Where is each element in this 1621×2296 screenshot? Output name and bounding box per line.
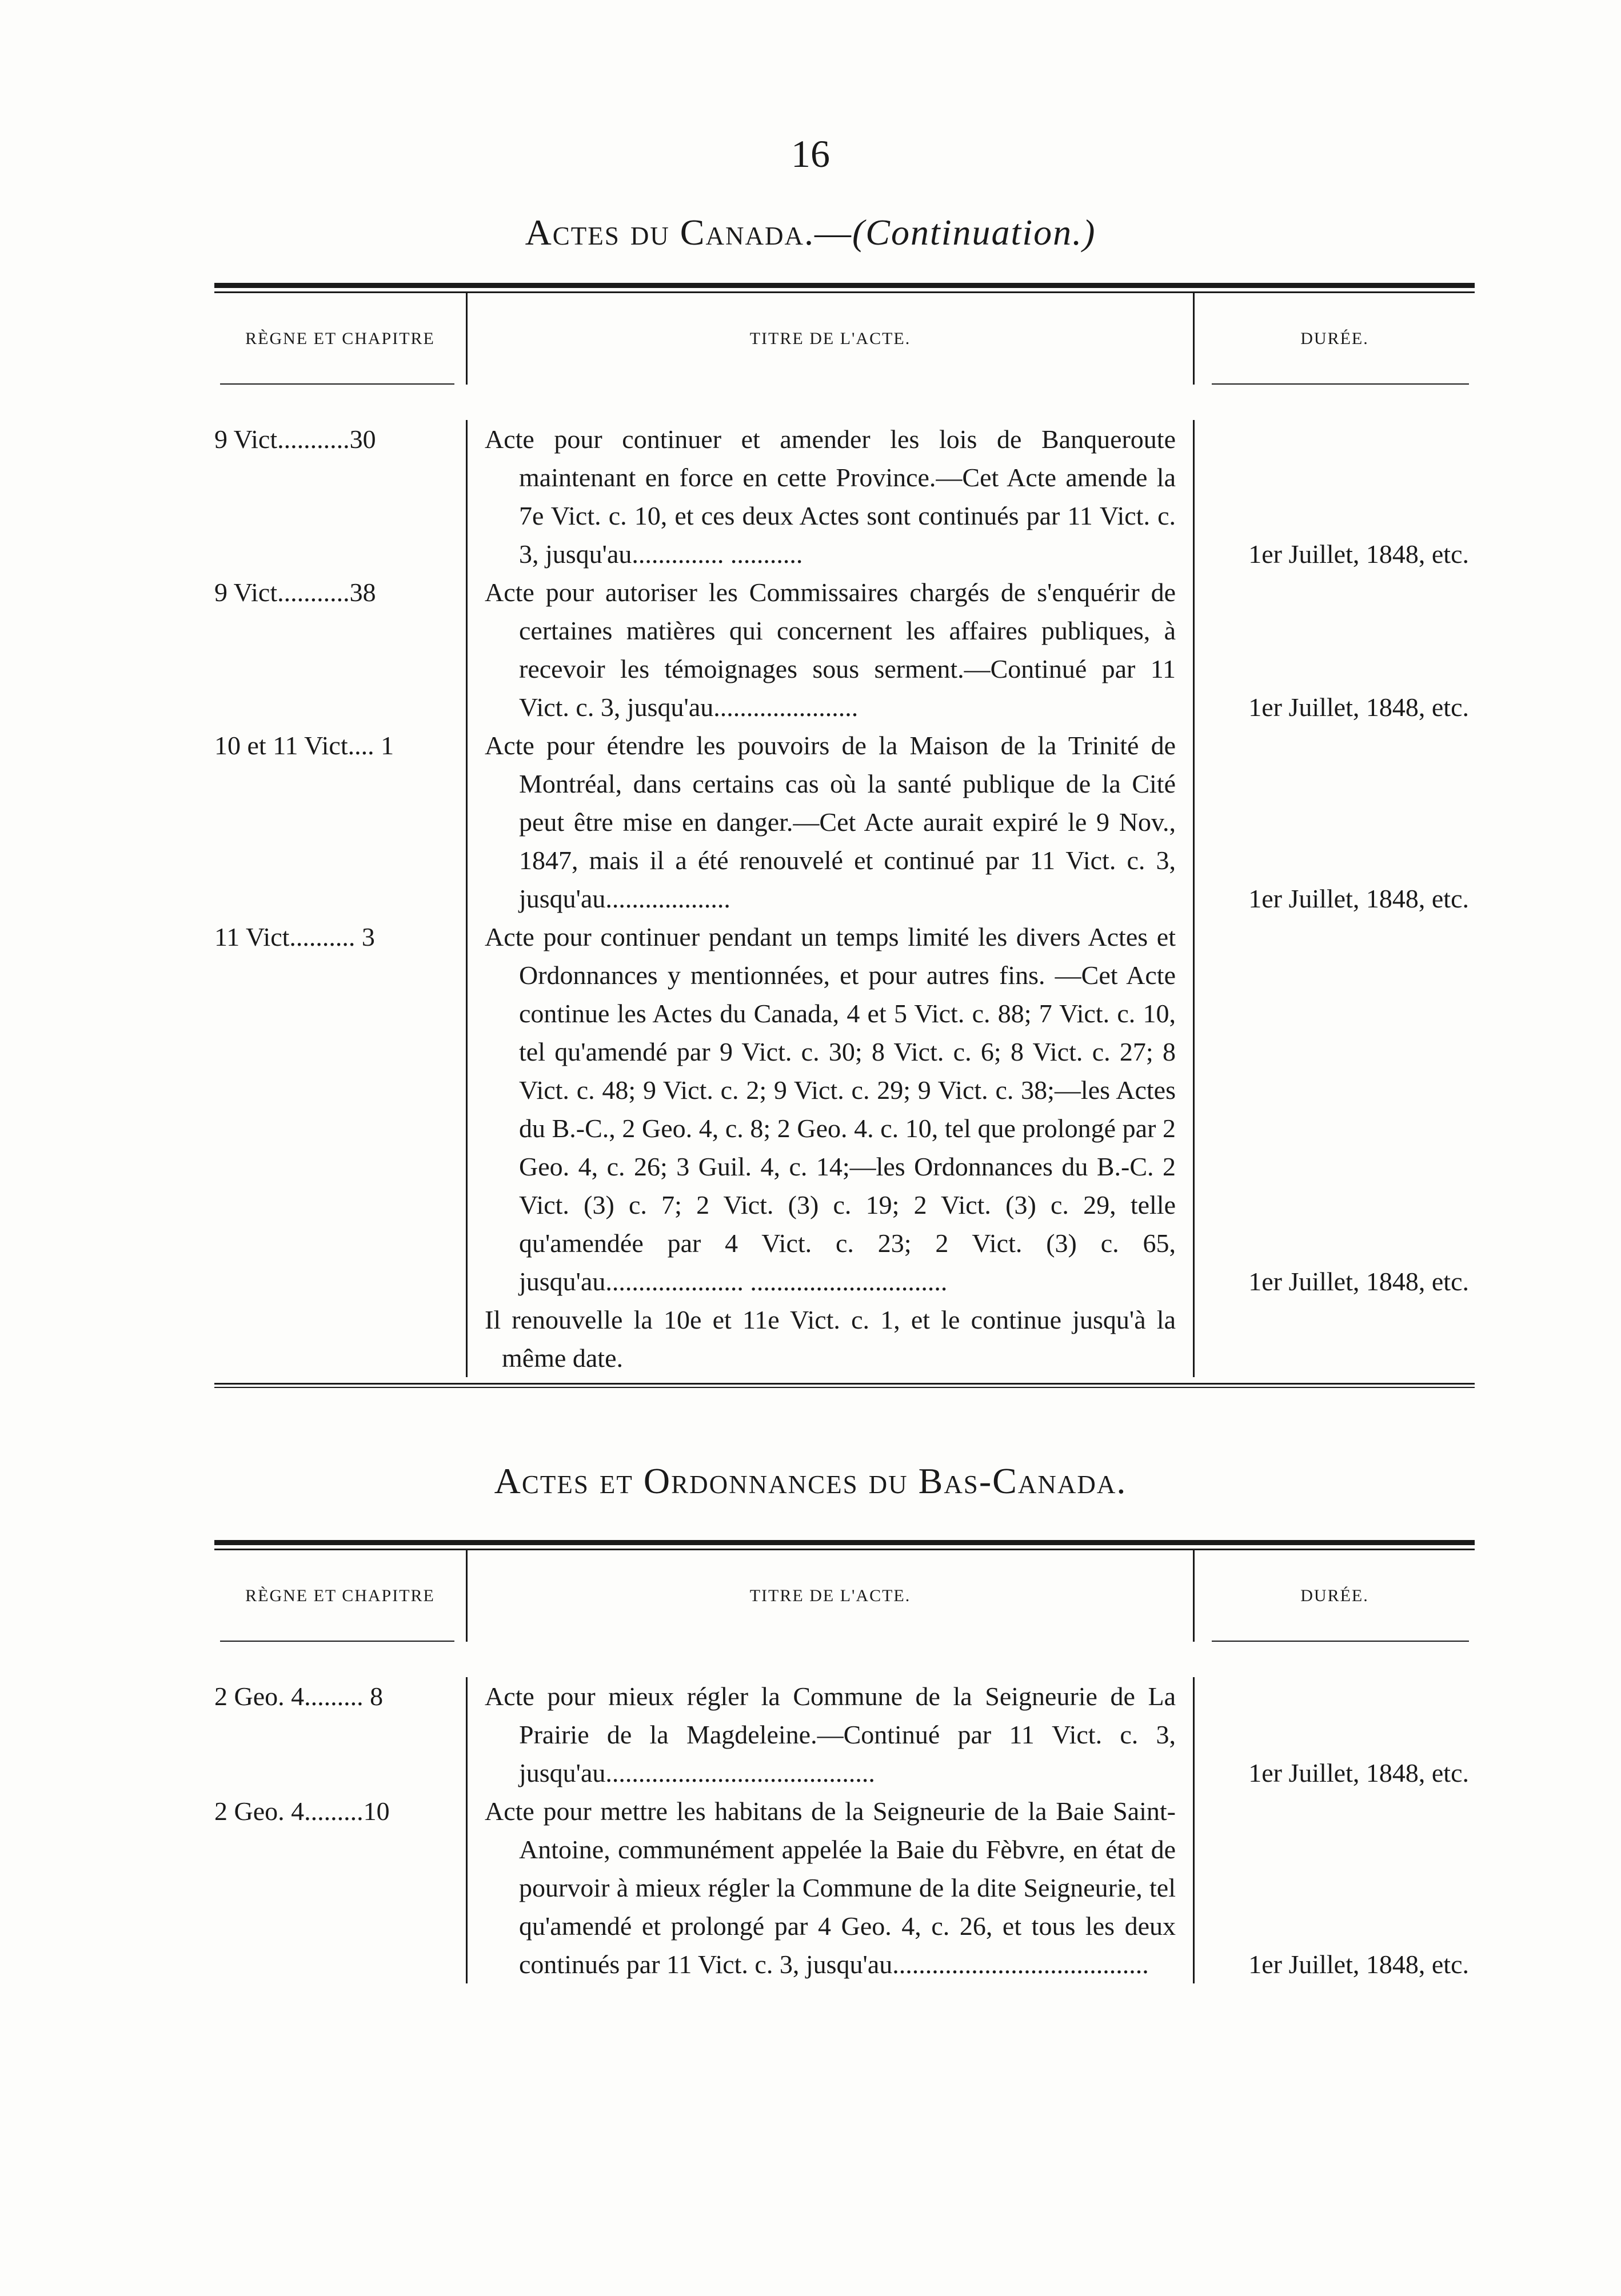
table-row-title: Acte pour étendre les pouvoirs de la Maison de la Trinité de Montréal, dans certains cas où la santé publique de la Cité peut être mise en danger.—Cet Acte aurait expiré le 9 Nov., 1847, mais il a été renouvelé et continué par 11 Vict. c. 3, jusqu'au................... <box>466 726 1195 918</box>
section-heading-actes-du-canada <box>0 211 1621 254</box>
heading-dash: — <box>814 212 852 253</box>
column-header-reign: RÈGNE ET CHAPITRE <box>245 329 435 348</box>
table-row-reign: 10 et 11 Vict.... 1 <box>214 731 394 760</box>
table-row-duration: 1er Juillet, 1848, etc. <box>1248 1950 1469 1979</box>
acts-table-canada <box>214 283 1475 1388</box>
table-row-reign: 9 Vict...........38 <box>214 578 376 607</box>
table-row-reign: 9 Vict...........30 <box>214 425 376 454</box>
table-body <box>214 1642 1475 1983</box>
column-header-reign: RÈGNE ET CHAPITRE <box>245 1586 435 1605</box>
page-number: 16 <box>791 132 830 175</box>
table-body <box>214 385 1475 1383</box>
table-row-title: Acte pour mieux régler la Commune de la Seigneurie de La Prairie de la Magdeleine.—Continué par 11 Vict. c. 3, jusqu'au......................................... <box>466 1677 1195 1792</box>
table-row-title: Acte pour autoriser les Commissaires chargés de s'enquérir de certaines matières qui concernent les affaires publiques, à recevoir les témoignages sous serment.—Continué par 11 Vict. c. 3, jusqu'au...................... <box>466 573 1195 726</box>
section-heading-bas-canada <box>0 1460 1621 1502</box>
acts-table-bas-canada <box>214 1540 1475 1983</box>
table-row-duration: 1er Juillet, 1848, etc. <box>1248 1758 1469 1787</box>
heading-continuation: (Continuation.) <box>852 212 1096 253</box>
table-row-note: Il renouvelle la 10e et 11e Vict. c. 1, et le continue jusqu'à la même date. <box>466 1301 1195 1377</box>
table-row-reign: 2 Geo. 4.........10 <box>214 1797 390 1826</box>
table-row-reign: 11 Vict.......... 3 <box>214 922 375 951</box>
table-row-duration: 1er Juillet, 1848, etc. <box>1248 1267 1469 1296</box>
bottom-rule-thin <box>214 1387 1475 1388</box>
top-rule <box>214 283 1475 288</box>
column-header-title: TITRE DE L'ACTE. <box>466 293 1195 385</box>
top-rule <box>214 1540 1475 1545</box>
table-row-title: Acte pour continuer et amender les lois de Banqueroute maintenant en force en cette Province.—Cet Acte amende la 7e Vict. c. 10, et ces deux Actes sont continués par 11 Vict. c. 3, jusqu'au.............. ........... <box>466 420 1195 573</box>
table-header <box>214 1550 1475 1642</box>
table-row-title: Acte pour continuer pendant un temps limité les divers Actes et Ordonnances y mentionnées, et pour autres fins. —Cet Acte continue les Actes du Canada, 4 et 5 Vict. c. 88; 7 Vict. c. 10, tel qu'amendé par 9 Vict. c. 30; 8 Vict. c. 6; 8 Vict. c. 27; 8 Vict. c. 48; 9 Vict. c. 2; 9 Vict. c. 29; 9 Vict. c. 38;—les Actes du B.-C., 2 Geo. 4, c. 8; 2 Geo. 4. c. 10, tel que prolongé par 2 Geo. 4, c. 26; 3 Guil. 4, c. 14;—les Ordonnances du B.-C. 2 Vict. (3) c. 7; 2 Vict. (3) c. 19; 2 Vict. (3) c. 29, telle qu'amendée par 4 Vict. c. 23; 2 Vict. (3) c. 65, jusqu'au..................... .............................. <box>466 918 1195 1301</box>
bottom-rule <box>214 1383 1475 1385</box>
column-header-duration: DURÉE. <box>1300 1586 1369 1605</box>
table-row-duration: 1er Juillet, 1848, etc. <box>1248 539 1469 569</box>
heading-main: Actes et Ordonnances du Bas-Canada. <box>494 1461 1127 1501</box>
column-header-duration: DURÉE. <box>1300 329 1369 348</box>
table-row-duration: 1er Juillet, 1848, etc. <box>1248 693 1469 722</box>
heading-main: Actes du Canada. <box>525 212 815 253</box>
table-row-duration: 1er Juillet, 1848, etc. <box>1248 884 1469 913</box>
table-row-title: Acte pour mettre les habitans de la Seigneurie de la Baie Saint-Antoine, communément appelée la Baie du Fèbvre, en état de pourvoir à mieux régler la Commune de la dite Seigneurie, tel qu'amendé et prolongé par 4 Geo. 4, c. 26, et tous les deux continués par 11 Vict. c. 3, jusqu'au....................................... <box>466 1792 1195 1983</box>
column-header-title: TITRE DE L'ACTE. <box>466 1550 1195 1642</box>
table-row-reign: 2 Geo. 4......... 8 <box>214 1682 384 1711</box>
table-header <box>214 293 1475 385</box>
table-row-reign-empty <box>214 1301 466 1377</box>
